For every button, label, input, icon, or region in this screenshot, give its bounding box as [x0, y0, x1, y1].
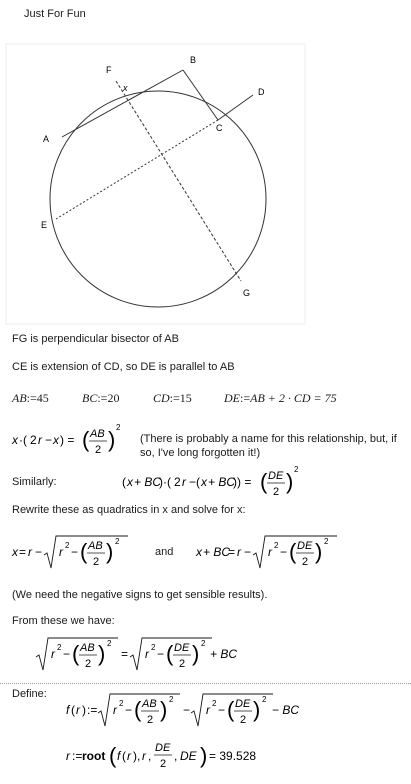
svg-text:(: ( [227, 697, 235, 722]
def-cd-name: CD [153, 391, 170, 405]
eq3-r2: r [59, 545, 63, 559]
section-divider [0, 683, 411, 684]
def-ab [12, 389, 49, 407]
note-negative: (We need the negative signs to get sensible results). [12, 589, 268, 601]
svg-text:−: − [157, 647, 165, 661]
eq2-exp: 2 [294, 465, 299, 474]
def-ab-assign: := [26, 391, 37, 405]
eq4-rexp: 2 [274, 541, 279, 550]
eq5-plusbc: + BC [210, 647, 238, 661]
svg-text:)) =: )) = [233, 475, 252, 489]
eq1-x2: x [53, 433, 59, 447]
eq7-de2: DE [180, 749, 197, 763]
svg-text:−: − [280, 545, 288, 559]
label-define: Define: [12, 688, 47, 700]
svg-text:): ) [106, 539, 114, 564]
eq-chord-product [10, 420, 140, 460]
note-rewrite: Rewrite these as quadratics in x and solve for x: [12, 504, 246, 516]
svg-text:(: ( [122, 749, 126, 763]
def-bc-name: BC [82, 391, 98, 405]
eq3-exp: 2 [115, 537, 120, 546]
eq4-r2: r [268, 545, 272, 559]
svg-text:−: − [183, 703, 191, 717]
eq3-rexp: 2 [65, 541, 70, 550]
svg-text:(: ( [72, 641, 80, 666]
eq1-r: r [38, 433, 42, 447]
eq5-exp2: 2 [201, 639, 206, 648]
eq1-two: 2 [30, 433, 37, 447]
svg-text:)·(: )·( [159, 475, 171, 489]
svg-text:,: , [148, 749, 152, 763]
eq6-den2: 2 [240, 714, 247, 726]
eq1-den: 2 [95, 444, 102, 456]
def-bc-assign: := [97, 391, 108, 405]
note-perpendicular: FG is perpendicular bisector of AB [12, 333, 179, 345]
svg-text:−: − [244, 545, 252, 559]
eq-solve-x [10, 530, 140, 574]
svg-text:−: − [125, 703, 133, 717]
svg-text:−: − [35, 545, 43, 559]
svg-text:): ) [200, 743, 208, 768]
def-ab-name: AB [12, 391, 27, 405]
svg-text:),: ), [133, 749, 141, 763]
svg-text:(: ( [289, 539, 297, 564]
eq4-de: DE [297, 540, 313, 552]
eq2-de: DE [268, 470, 284, 482]
note-extension: CE is extension of CD, so DE is parallel to AB [12, 361, 235, 373]
eq1-x: x [12, 433, 18, 447]
svg-text:(: ( [71, 703, 75, 717]
eq2-plusbc: + BC [134, 475, 162, 489]
svg-text:−: − [71, 545, 79, 559]
eq3-den: 2 [93, 556, 100, 568]
svg-text:): ) [98, 641, 106, 666]
svg-text:(: ( [260, 469, 268, 494]
eq2-r: r [182, 475, 186, 489]
svg-text:): ) [192, 641, 200, 666]
eq-similar-product [120, 462, 310, 502]
geometry-diagram [0, 44, 411, 324]
svg-text:(: ( [82, 427, 90, 452]
eq5-de: DE [174, 642, 190, 654]
eq6-den1: 2 [147, 714, 154, 726]
eq6-f: f [66, 703, 70, 717]
label-e: E [41, 220, 48, 230]
eq5-r2: r [145, 647, 149, 661]
eq6-r: r [76, 703, 80, 717]
eq4-exp: 2 [324, 537, 329, 546]
eq2-x2: x [201, 475, 207, 489]
eq3-ab: AB [88, 540, 103, 552]
label-and: and [155, 546, 174, 558]
eq5-rexp2: 2 [151, 643, 156, 652]
eq4-r: r [237, 545, 241, 559]
eq7-assign: := [72, 749, 83, 763]
label-f: F [106, 65, 112, 75]
eq6-rexp: 2 [119, 699, 124, 708]
label-c: C [216, 123, 223, 133]
eq-solve-x-bc [194, 530, 354, 574]
svg-text:−: − [218, 703, 226, 717]
note-paren-1: (There is probably a name for this relationship, but, if [140, 433, 397, 445]
eq2-two: 2 [174, 475, 181, 489]
svg-text:=: = [228, 545, 236, 559]
label-x: x [123, 83, 128, 93]
svg-text:(: ( [109, 743, 117, 768]
eq4-x: x [196, 545, 202, 559]
def-de-name: DE [224, 391, 240, 405]
eq7-r2: r [127, 749, 131, 763]
eq7-den: 2 [160, 758, 167, 770]
note-paren-2: so, I've long forgotten it!) [140, 447, 261, 459]
svg-text:): ) [286, 469, 294, 494]
svg-text:−: − [63, 647, 71, 661]
svg-text:−: − [45, 433, 53, 447]
eq-equality [32, 632, 238, 676]
def-de [224, 389, 337, 407]
def-cd [153, 389, 192, 407]
svg-text:): ) [160, 697, 168, 722]
eq6-rexp2: 2 [212, 699, 217, 708]
eq2-x: x [127, 475, 133, 489]
eq6-exp2: 2 [262, 695, 267, 704]
svg-text:): ) [82, 703, 86, 717]
eq7-f: f [117, 749, 121, 763]
label-b: B [190, 55, 197, 65]
def-de-assign: := [240, 391, 251, 405]
svg-text:(: ( [80, 539, 88, 564]
svg-text:(: ( [134, 697, 142, 722]
svg-text:=: = [121, 647, 129, 661]
def-ab-value: 45 [36, 391, 49, 405]
eq4-plusbc: + BC [203, 545, 231, 559]
svg-text:): ) [253, 697, 261, 722]
eq7-de: DE [155, 742, 171, 754]
eq5-rexp: 2 [57, 643, 62, 652]
svg-text:,: , [174, 749, 178, 763]
label-g: G [243, 288, 251, 298]
eq7-result: = 39.528 [209, 749, 257, 763]
eq4-den: 2 [302, 556, 309, 568]
eq5-exp1: 2 [107, 639, 112, 648]
eq6-exp1: 2 [169, 695, 174, 704]
eq5-r: r [51, 647, 55, 661]
eq1-ab: AB [90, 428, 105, 440]
eq6-assign: := [87, 703, 98, 717]
def-de-expr: AB + 2 · CD = 75 [250, 391, 337, 405]
label-similarly: Similarly: [12, 476, 57, 488]
svg-text:(: ( [166, 641, 174, 666]
eq5-den1: 2 [85, 658, 92, 670]
eq7-r: r [66, 749, 70, 763]
eq5-ab: AB [80, 642, 95, 654]
svg-text:·(: ·( [19, 433, 27, 447]
svg-text:−(: −( [189, 475, 201, 489]
eq-define-f [64, 688, 300, 732]
def-cd-assign: := [169, 391, 180, 405]
eq6-ab: AB [142, 698, 157, 710]
eq2-plusbc2: + BC [208, 475, 236, 489]
def-bc-value: 20 [107, 391, 120, 405]
eq2-den: 2 [273, 486, 280, 498]
svg-text:=: = [19, 545, 27, 559]
eq6-r2: r [113, 703, 117, 717]
label-d: D [258, 87, 265, 97]
label-a: A [43, 134, 50, 144]
page-title: Just For Fun [24, 8, 86, 20]
def-cd-value: 15 [179, 391, 192, 405]
eq7-r3: r [142, 749, 146, 763]
svg-text:): ) [108, 427, 116, 452]
eq3-r: r [28, 545, 32, 559]
eq6-r3: r [206, 703, 210, 717]
def-bc [82, 389, 119, 407]
note-from-these: From these we have: [12, 615, 115, 627]
eq-root-result [64, 734, 294, 778]
eq3-x: x [12, 545, 18, 559]
svg-text:): ) [315, 539, 323, 564]
eq7-root: root [82, 749, 106, 763]
eq1-exp: 2 [116, 423, 121, 432]
svg-text:(: ( [122, 475, 126, 489]
eq6-minusbc: − BC [272, 703, 300, 717]
eq6-de: DE [235, 698, 251, 710]
eq5-den2: 2 [179, 658, 186, 670]
svg-text:) =: ) = [60, 433, 75, 447]
